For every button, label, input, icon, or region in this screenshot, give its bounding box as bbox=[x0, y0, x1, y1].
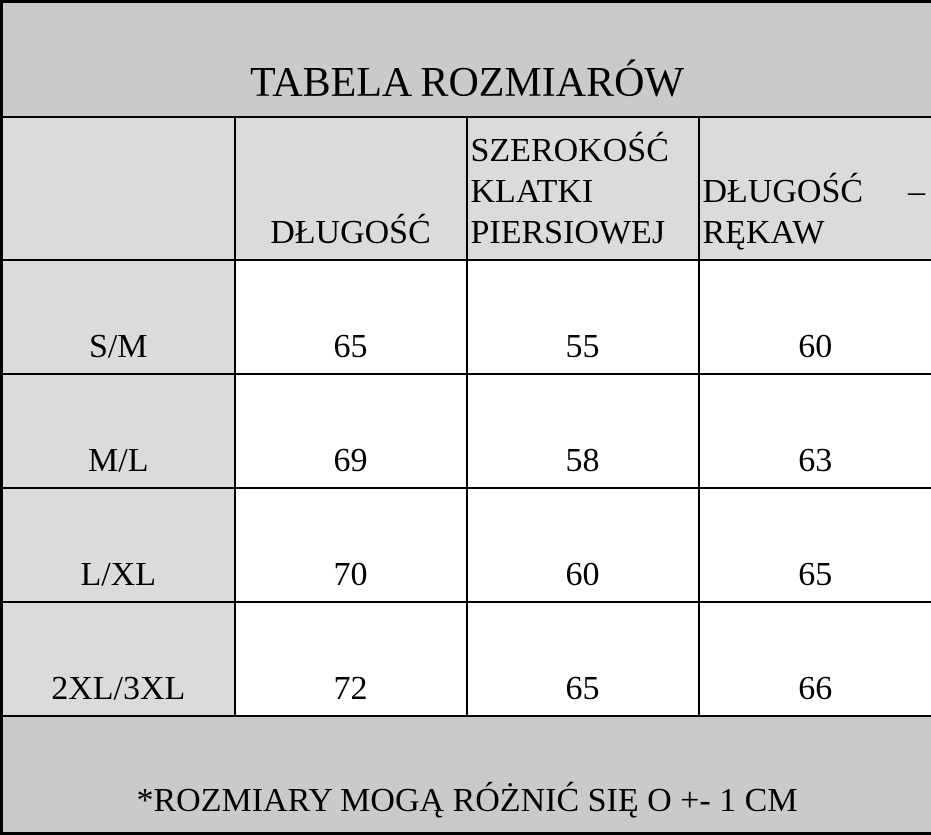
chest-value: 65 bbox=[467, 602, 699, 716]
table-row bbox=[2, 602, 931, 716]
header-sleeve-line1 bbox=[703, 172, 929, 213]
size-label: 2XL/3XL bbox=[2, 602, 235, 716]
table-title: TABELA ROZMIARÓW bbox=[2, 2, 931, 117]
header-size-cell bbox=[2, 117, 235, 260]
sleeve-value: 65 bbox=[699, 488, 931, 602]
size-disclaimer: *ROZMIARY MOGĄ RÓŻNIĆ SIĘ O +- 1 CM bbox=[2, 716, 931, 834]
title-row bbox=[2, 2, 931, 117]
header-sleeve-dash: – bbox=[908, 172, 925, 213]
sleeve-value: 60 bbox=[699, 260, 931, 374]
sleeve-value: 66 bbox=[699, 602, 931, 716]
header-chest-width-cell: SZEROKOŚĆ KLATKI PIERSIOWEJ bbox=[467, 117, 699, 260]
table-row bbox=[2, 374, 931, 488]
table-row bbox=[2, 488, 931, 602]
length-value: 70 bbox=[235, 488, 467, 602]
chest-value: 60 bbox=[467, 488, 699, 602]
header-length-cell: DŁUGOŚĆ bbox=[235, 117, 467, 260]
header-row bbox=[2, 117, 931, 260]
sleeve-value: 63 bbox=[699, 374, 931, 488]
chest-value: 55 bbox=[467, 260, 699, 374]
footer-row bbox=[2, 716, 931, 834]
chest-value: 58 bbox=[467, 374, 699, 488]
header-sleeve-length-cell bbox=[699, 117, 931, 260]
size-label: L/XL bbox=[2, 488, 235, 602]
length-value: 72 bbox=[235, 602, 467, 716]
table-row bbox=[2, 260, 931, 374]
length-value: 69 bbox=[235, 374, 467, 488]
length-value: 65 bbox=[235, 260, 467, 374]
size-label: S/M bbox=[2, 260, 235, 374]
header-sleeve-line2: RĘKAW bbox=[703, 213, 929, 254]
size-label: M/L bbox=[2, 374, 235, 488]
header-sleeve-label: DŁUGOŚĆ bbox=[703, 172, 864, 213]
